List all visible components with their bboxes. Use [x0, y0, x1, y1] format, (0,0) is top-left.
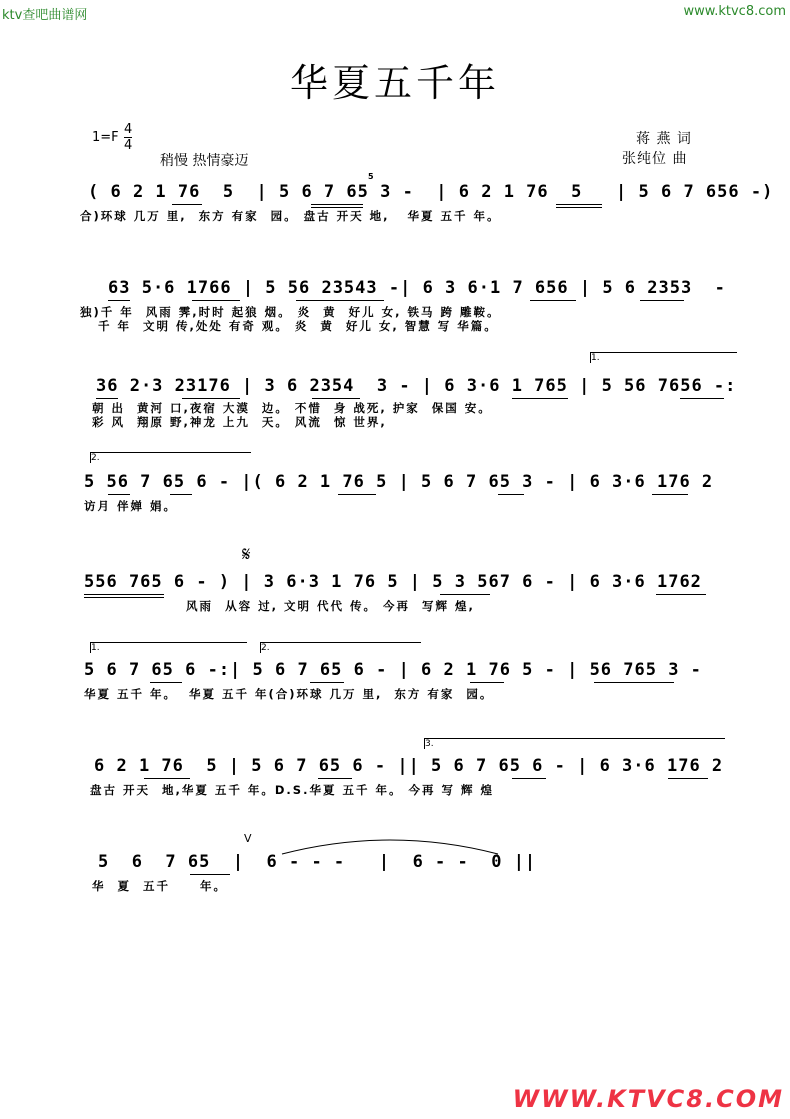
volta-first-ending: 1.: [590, 352, 737, 363]
lyric-line: 盘古 开天 地,华夏 五千 年。D.S.华夏 五千 年。 今再 写 辉 煌: [90, 783, 494, 797]
tie-arc-icon: [280, 832, 500, 856]
lyricist-credit: 蒋 燕 词: [636, 131, 692, 147]
volta-second-ending: 2.: [90, 452, 251, 463]
lyric-line: 风雨 从容 过, 文明 代代 传。 今再 写辉 煌,: [84, 599, 475, 613]
score-row-4: [0, 453, 790, 566]
volta-third-ending: 3.: [424, 738, 725, 749]
notation-line: 5 6 7 65 | 6 - - - | 6 - - 0 ||: [98, 852, 537, 872]
bottom-watermark: WWW.KTVC8.COM: [512, 1085, 784, 1113]
notation-line: 6 2 1 76 5 | 5 6 7 65 6 - || 5 6 7 65 6 - | 6 3·6 176 2: [94, 756, 724, 776]
tempo-marking: 稍慢 热情豪迈: [160, 153, 249, 169]
site-watermark-right: www.ktvc8.com: [683, 4, 786, 19]
site-watermark-left: ktv查吧曲谱网: [2, 8, 88, 23]
lyric-line-verse-2: 彩 风 翔原 野,神龙 上九 天。 风流 惊 世界,: [92, 415, 387, 429]
score-row-8: [0, 832, 790, 946]
grace-note: 5: [368, 172, 374, 181]
lyric-line-verse-1: 朝 出 黄河 口,夜宿 大漠 边。 不惜 身 战死, 护家 保国 安。: [92, 401, 492, 415]
lyric-line: 合)环球 几万 里, 东方 有家 园。 盘古 开天 地, 华夏 五千 年。: [80, 209, 501, 223]
composer-credit: 张纯位 曲: [622, 151, 688, 167]
song-title: 华夏五千年: [289, 61, 500, 105]
segno-icon: 𝄋: [242, 542, 251, 566]
notation-line: 5 6 7 65 6 -:| 5 6 7 65 6 - | 6 2 1 76 5 - | 56 765 3 -: [84, 660, 702, 680]
time-signature: [124, 122, 132, 153]
notation-line: 5 56 7 65 6 - |( 6 2 1 76 5 | 5 6 7 65 3 - | 6 3·6 176 2: [84, 472, 714, 492]
notation-line: 36 2·3 23176 | 3 6 2354 3 - | 6 3·6 1 765 | 5 56 7656 -:: [96, 376, 737, 396]
breath-mark-icon: V: [244, 832, 252, 845]
notation-line: 63 5·6 1766 | 5 56 23543 -| 6 3 6·1 7 656 | 5 6 2353 -: [108, 278, 726, 298]
time-bottom: 4: [124, 138, 133, 153]
lyric-line: 华 夏 五千 年。: [92, 879, 228, 893]
lyric-line-verse-1: 独)千 年 风雨 霁,时时 起狼 烟。 炎 黄 好儿 女, 铁马 跨 雕鞍。: [80, 305, 501, 319]
lyric-line: 华夏 五千 年。 华夏 五千 年(合)环球 几万 里, 东方 有家 园。: [84, 687, 494, 701]
notation-line: 556 765 6 - ) | 3 6·3 1 76 5 | 5 3 567 6 - | 6 3·6 1762: [84, 572, 702, 592]
lyric-line: 访月 伴婵 娟。: [84, 499, 178, 513]
key-signature: 1=F: [92, 130, 119, 145]
volta-first-ending: 1.: [90, 642, 247, 653]
score-row-1: [0, 172, 790, 276]
time-top: 4: [124, 122, 133, 137]
notation-line: ( 6 2 1 76 5 | 5 6 7 65 3 - | 6 2 1 76 5 | 5 6 7 656 -): [88, 182, 774, 202]
lyric-line-verse-2: 千 年 文明 传,处处 有奇 观。 炎 黄 好儿 女, 智慧 写 华篇。: [80, 319, 498, 333]
volta-second-ending: 2.: [260, 642, 421, 653]
